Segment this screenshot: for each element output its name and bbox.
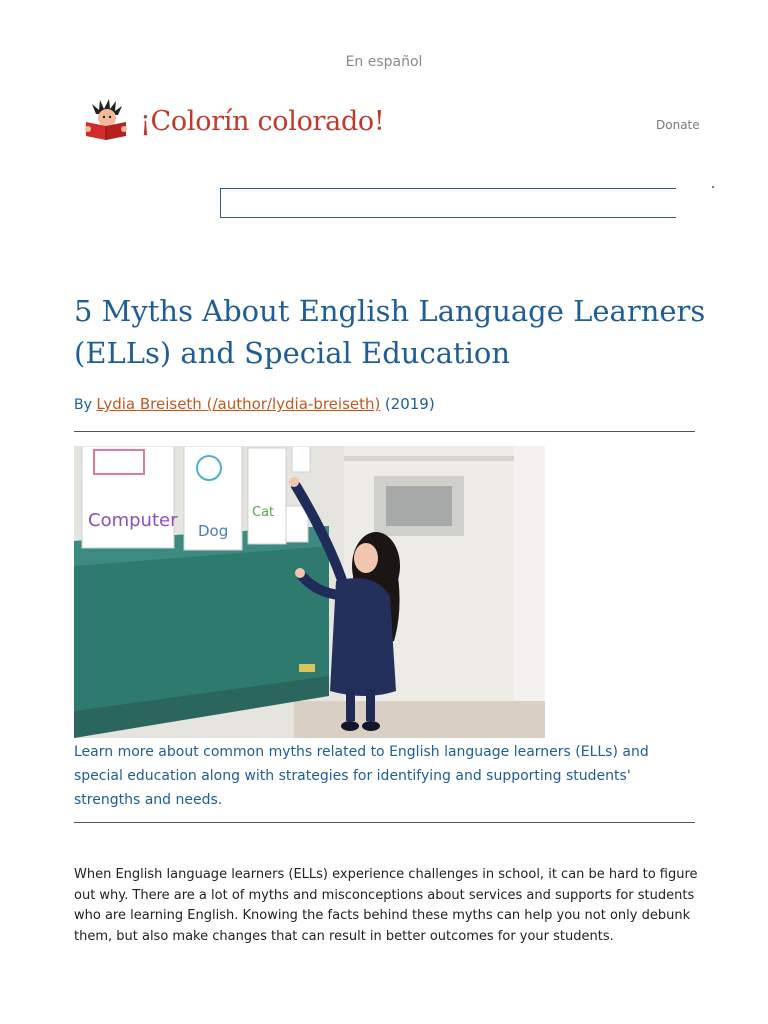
poster-label-dog: Dog	[198, 522, 229, 540]
decorative-dot	[712, 186, 714, 188]
article-title: 5 Myths About English Language Learners (ELLs) and Special Education	[74, 294, 706, 370]
byline-prefix: By	[74, 397, 92, 413]
poster-dog	[184, 446, 242, 550]
site-logo[interactable]	[82, 98, 384, 144]
search-input[interactable]	[221, 189, 676, 217]
search-field[interactable]	[220, 188, 676, 218]
poster-cat	[248, 448, 286, 544]
publish-year: (2019)	[384, 395, 435, 413]
donate-link[interactable]: Donate	[656, 118, 700, 132]
image-caption: Learn more about common myths related to English language learners (ELLs) and special education along with strategies for identifying and supporting students' strengths and needs.	[74, 744, 649, 808]
byline	[74, 395, 435, 413]
poster-label-computer: Computer	[88, 510, 178, 531]
poster-computer	[82, 446, 178, 548]
logo-wordmark: ¡Colorín colorado!	[140, 105, 385, 137]
poster-label-cat: Cat	[252, 505, 275, 520]
author-name: Lydia Breiseth	[96, 395, 202, 413]
author-url: (/author/lydia-breiseth)	[206, 395, 381, 413]
language-toggle-link[interactable]: En español	[345, 54, 423, 70]
reading-child-logo-icon	[82, 98, 134, 144]
article-intro-paragraph: When English language learners (ELLs) experience challenges in school, it can be hard to figure out why. There are a lot of myths and misconceptions about services and supports for students who are learning English. Knowing the facts behind these myths can help you not only debunk them, but also make changes that can result in better outcomes for your students.	[74, 867, 698, 944]
divider-top	[74, 431, 695, 432]
divider-bottom	[74, 822, 695, 823]
article-hero-image	[74, 446, 545, 738]
author-link[interactable]	[96, 395, 380, 413]
